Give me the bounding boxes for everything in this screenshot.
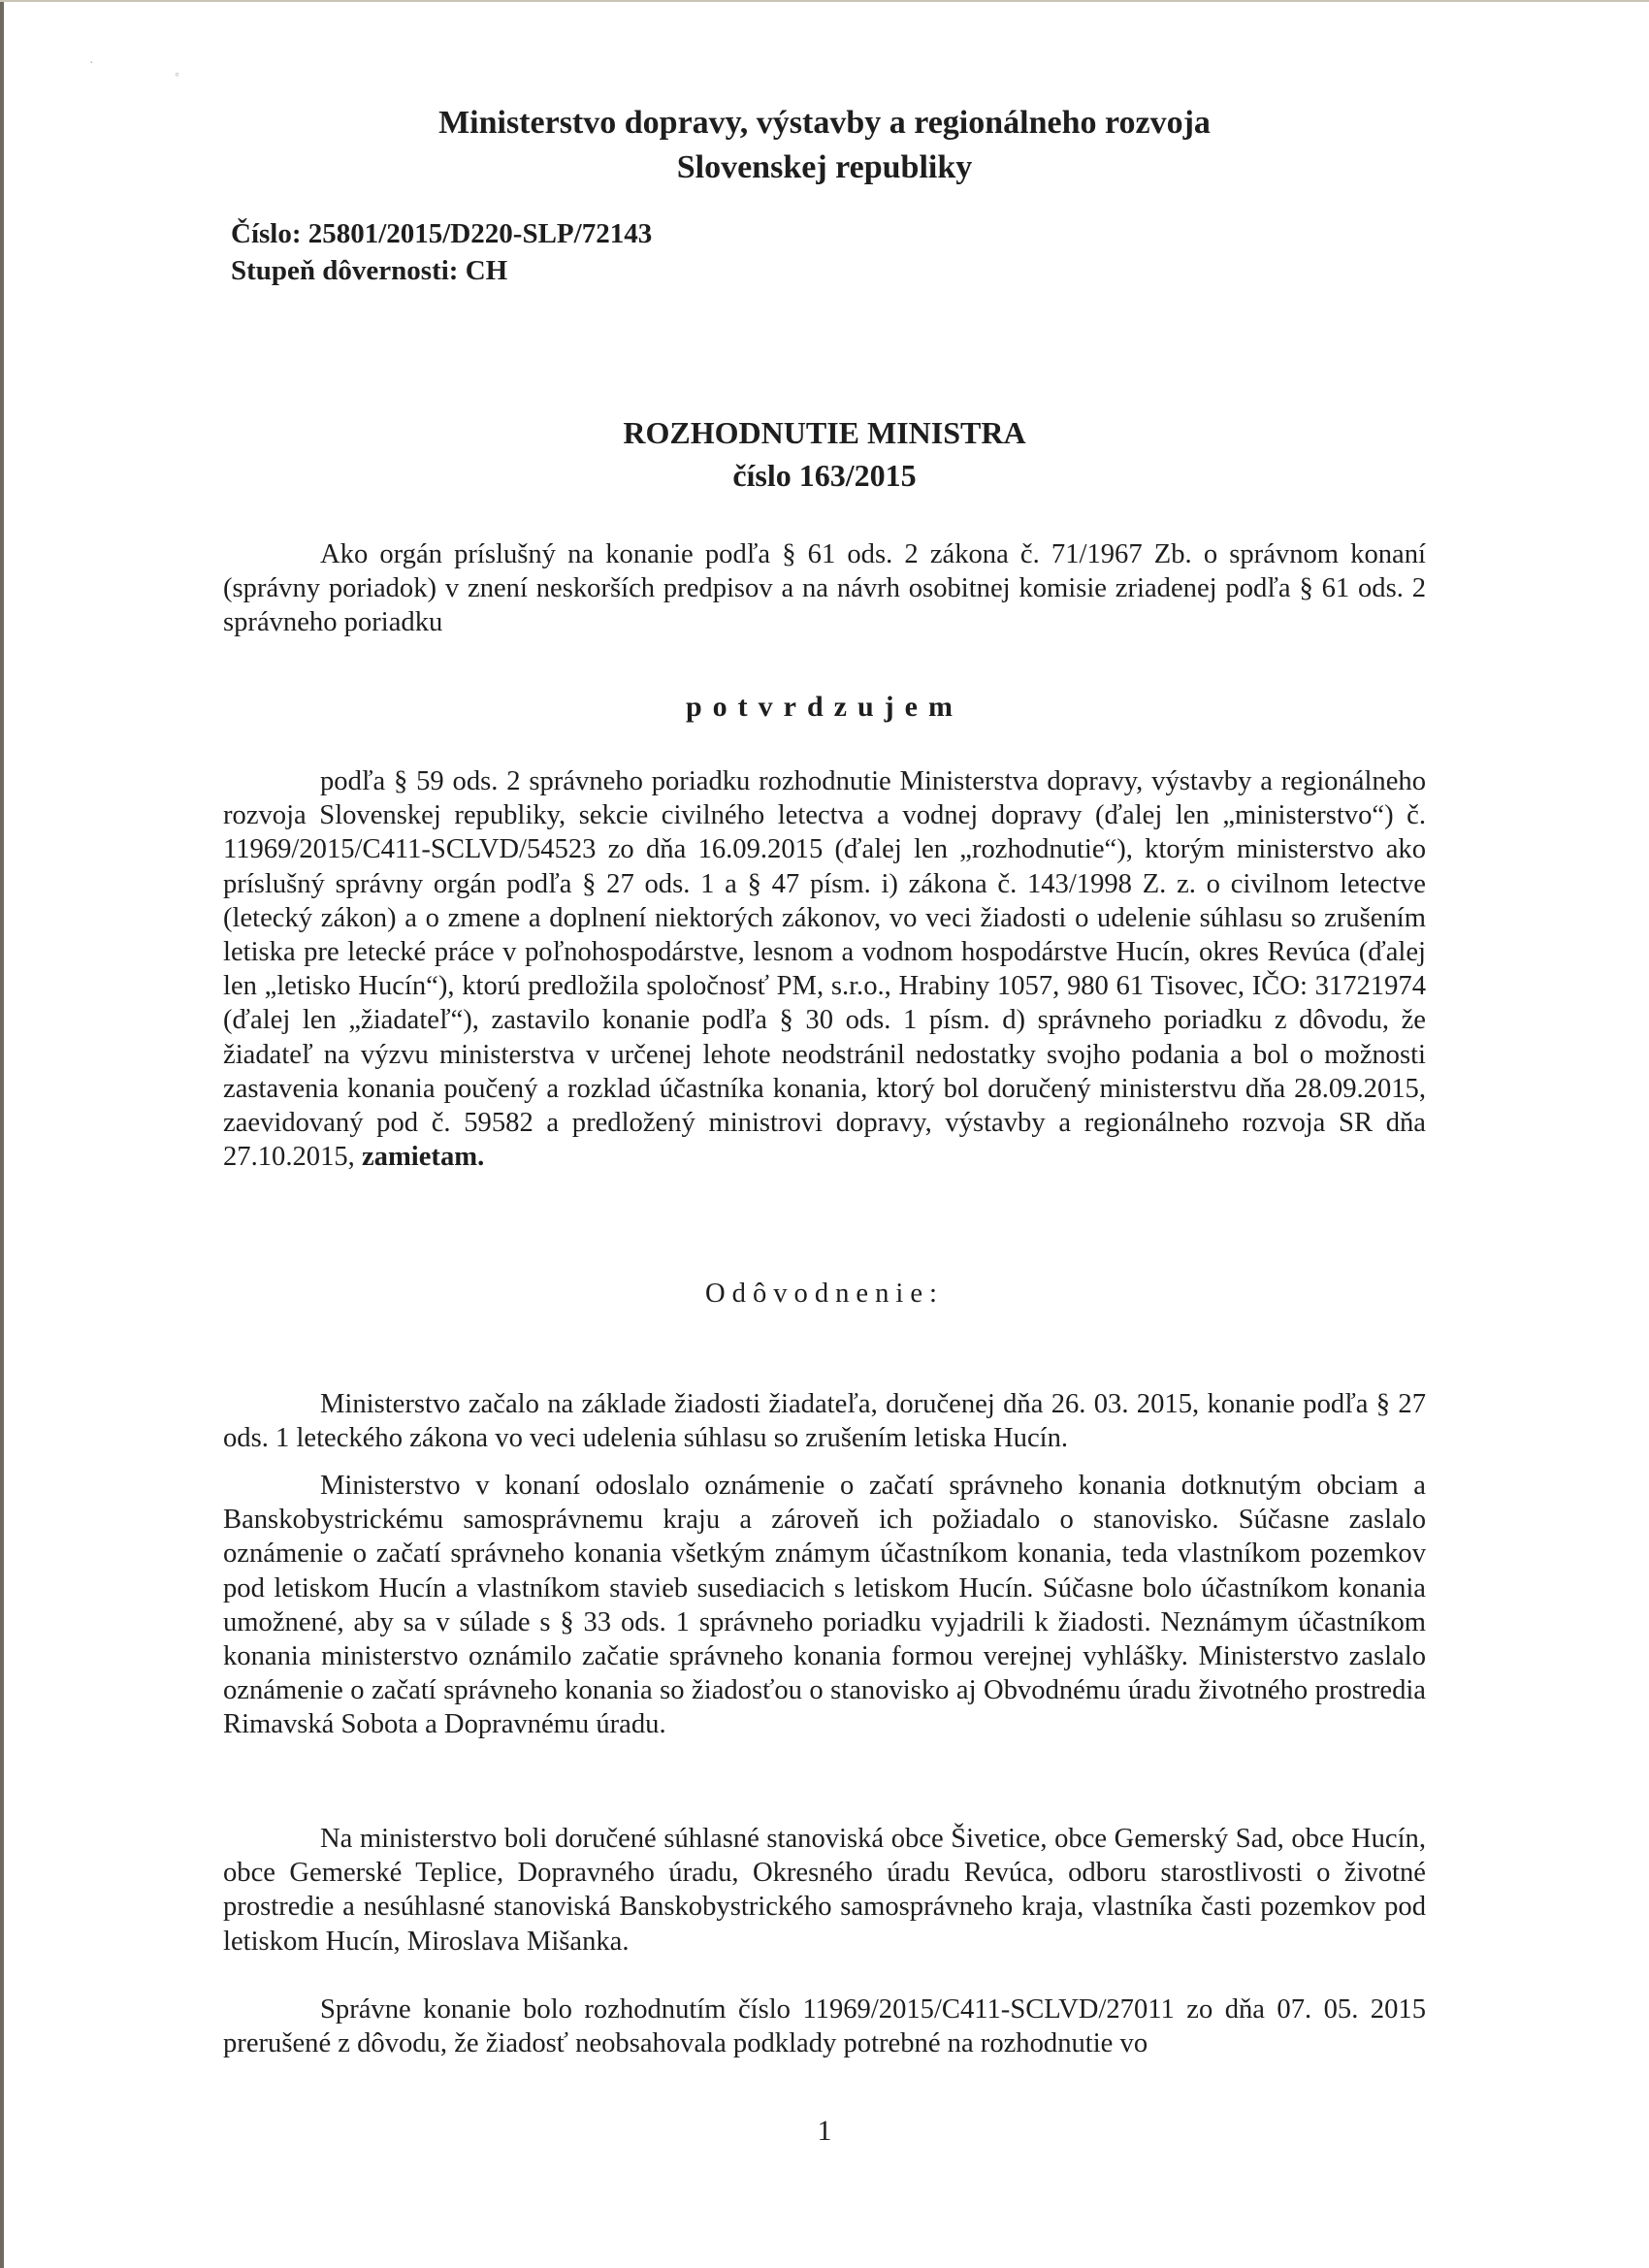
- confidentiality-level: Stupeň dôvernosti: CH: [231, 255, 508, 286]
- verdict-text: podľa § 59 ods. 2 správneho poriadku rozhodnutie Ministerstva dopravy, výstavby a regionálneho rozvoja Slovenskej republiky, sekcie civilného letectva a vodnej dopravy (ďalej len „ministerstvo“) č. 11969/2015/C411-SCLVD/54523 zo dňa 16.09.2015 (ďalej len „rozhodnutie“), ktorým ministerstvo ako príslušný správny orgán podľa § 27 ods. 1 a § 47 písm. i) zákona č. 143/1998 Z. z. o civilnom letectve (letecký zákon) a o zmene a doplnení niektorých zákonov, vo veci žiadosti o udelenie súhlasu so zrušením letiska pre letecké práce v poľnohospodárstve, lesnom a vodnom hospodárstve Hucín, okres Revúca (ďalej len „letisko Hucín“), ktorú predložila spoločnosť PM, s.r.o., Hrabiny 1057, 980 61 Tisovec, IČO: 31721974 (ďalej len „žiadateľ“), zastavilo konanie podľa § 30 ods. 1 písm. d) správneho poriadku z dôvodu, že žiadateľ na výzvu ministerstva v určenej lehote neodstránil nedostatky svojho podania a bol o možnosti zastavenia konania poučený a rozklad účastníka konania, ktorý bol doručený ministerstvu dňa 28.09.2015, zaevidovaný pod č. 59582 a predložený ministrovi dopravy, výstavby a regionálneho rozvoja SR dňa 27.10.2015,: [223, 766, 1426, 1173]
- decision-title-block: [223, 411, 1426, 497]
- decision-number: číslo 163/2015: [732, 458, 917, 493]
- ministry-header: [223, 101, 1426, 190]
- document-number: Číslo: 25801/2015/D220-SLP/72143: [231, 218, 653, 249]
- verdict-word: potvrdzujem: [686, 691, 963, 723]
- reasoning-paragraph: Ministerstvo začalo na základe žiadosti žiadateľa, doručenej dňa 26. 03. 2015, konanie podľa § 27 ods. 1 leteckého zákona vo veci udelenia súhlasu so zrušením letiska Hucín.: [223, 1389, 1426, 1454]
- decision-title: ROZHODNUTIE MINISTRA: [623, 415, 1026, 450]
- document-meta: [231, 215, 652, 289]
- reasoning-heading: Odôvodnenie:: [705, 1279, 944, 1309]
- reasoning-paragraph: Na ministerstvo boli doručené súhlasné stanoviská obce Šivetice, obce Gemerský Sad, obce Hucín, obce Gemerské Teplice, Dopravného úradu, Okresného úradu Revúca, odboru starostlivosti o životné prostredie a nesúhlasné stanoviská Banskobystrického samosprávneho kraja, vlastníka časti pozemkov pod letiskom Hucín, Miroslava Mišanka.: [223, 1824, 1426, 1957]
- scan-speck: ·: [89, 56, 94, 71]
- page-number: 1: [817, 2115, 832, 2147]
- scan-edge-left: [0, 0, 4, 2268]
- scan-speck: ◦: [175, 68, 179, 82]
- verdict-paragraph: [223, 764, 1426, 1174]
- ministry-country: Slovenskej republiky: [676, 149, 973, 185]
- scan-edge-top: [0, 0, 1649, 2]
- ministry-name: Ministerstvo dopravy, výstavby a regionálneho rozvoja: [438, 105, 1211, 141]
- verdict-final: zamietam.: [361, 1142, 485, 1173]
- reasoning-paragraph: Správne konanie bolo rozhodnutím číslo 11969/2015/C411-SCLVD/27011 zo dňa 07. 05. 2015 prerušené z dôvodu, že žiadosť neobsahovala podklady potrebné na rozhodnutie vo: [223, 1994, 1426, 2059]
- reasoning-paragraph: Ministerstvo v konaní odoslalo oznámenie o začatí správneho konania dotknutým obciam a Banskobystrickému samosprávnemu kraju a zároveň ich požiadalo o stanovisko. Súčasne zaslalo oznámenie o začatí správneho konania všetkým známym účastníkom konania, teda vlastníkom pozemkov pod letiskom Hucín a vlastníkom stavieb susediacich s letiskom Hucín. Súčasne bolo účastníkom konania umožnené, aby sa v súlade s § 33 ods. 1 správneho poriadku vyjadrili k žiadosti. Neznámym účastníkom konania ministerstvo oznámilo začatie správneho konania formou verejnej vyhlášky. Ministerstvo zaslalo oznámenie o začatí správneho konania so žiadosťou o stanovisko aj Obvodnému úradu životného prostredia Rimavská Sobota a Dopravnému úradu.: [223, 1471, 1426, 1740]
- intro-paragraph: Ako orgán príslušný na konanie podľa § 61 ods. 2 zákona č. 71/1967 Zb. o správnom konaní (správny poriadok) v znení neskorších predpisov a na návrh osobitnej komisie zriadenej podľa § 61 ods. 2 správneho poriadku: [223, 539, 1426, 638]
